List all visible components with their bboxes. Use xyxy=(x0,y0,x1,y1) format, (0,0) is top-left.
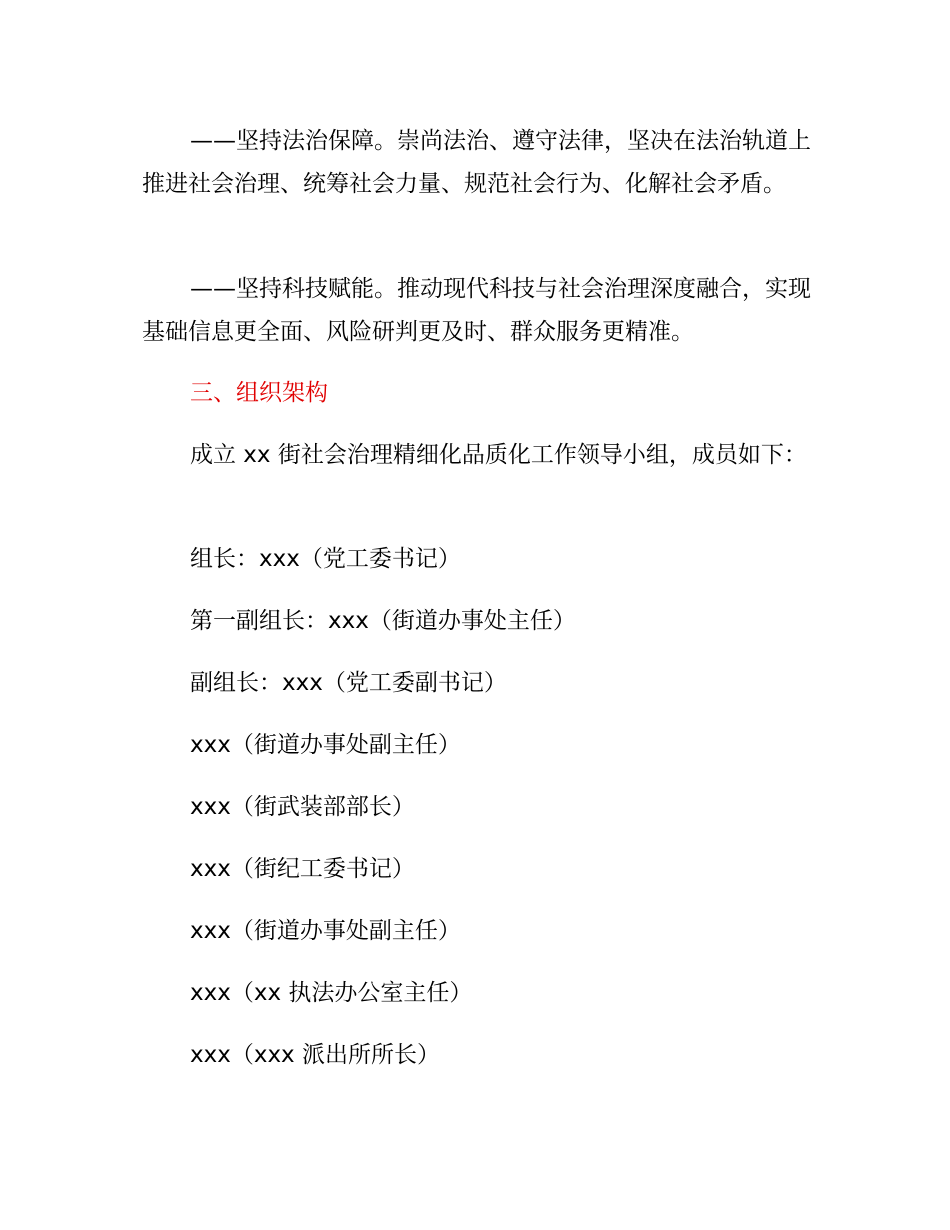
paragraph-tech-empowerment: ——坚持科技赋能。推动现代科技与社会治理深度融合，实现基础信息更全面、风险研判更及时、群众服务更精准。 xyxy=(142,276,811,345)
member-line: 副组长：xxx（党工委副书记） xyxy=(190,670,507,696)
section-heading: 三、组织架构 xyxy=(190,380,328,406)
member-line: xxx（街道办事处副主任） xyxy=(190,918,461,944)
member-line: xxx（街武装部部长） xyxy=(190,794,415,820)
paragraph-rule-of-law: ——坚持法治保障。崇尚法治、遵守法律，坚决在法治轨道上推进社会治理、统筹社会力量、规范社会行为、化解社会矛盾。 xyxy=(142,128,811,197)
member-line: 组长：xxx（党工委书记） xyxy=(190,546,461,572)
member-line: xxx（xx 执法办公室主任） xyxy=(190,980,473,1006)
intro-paragraph: 成立 xx 街社会治理精细化品质化工作领导小组，成员如下： xyxy=(190,442,807,468)
member-line: xxx（街纪工委书记） xyxy=(190,856,415,882)
member-line: xxx（xxx 派出所所长） xyxy=(190,1042,440,1068)
member-line: 第一副组长：xxx（街道办事处主任） xyxy=(190,608,576,634)
member-line: xxx（街道办事处副主任） xyxy=(190,732,461,758)
